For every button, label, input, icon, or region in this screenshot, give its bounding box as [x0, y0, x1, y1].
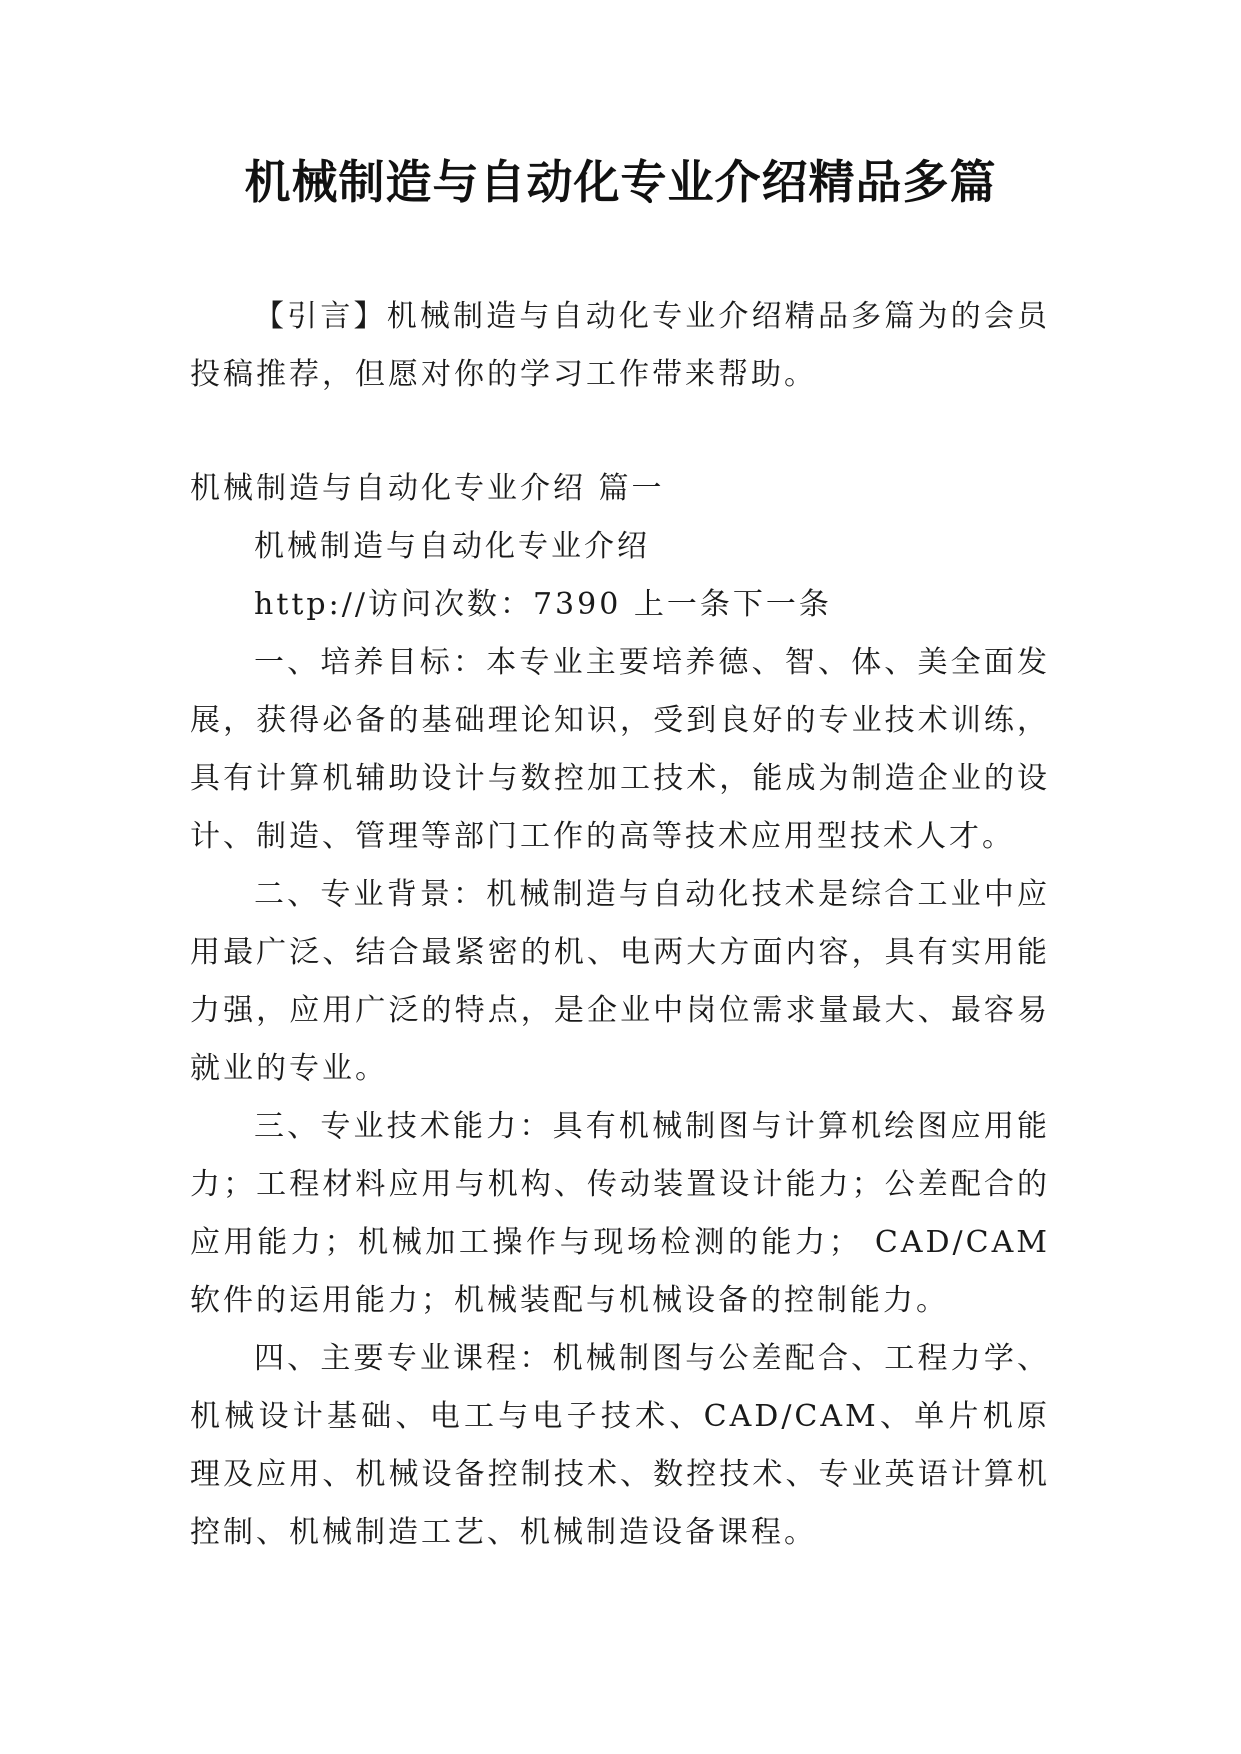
- intro-block: [190, 288, 1050, 404]
- paragraph-training-goals: 一、培养目标：本专业主要培养德、智、体、美全面发展，获得必备的基础理论知识，受到良好的专业技术训练，具有计算机辅助设计与数控加工技术，能成为制造企业的设计、制造、管理等部门工作的高等技术应用型技术人才。: [190, 645, 1050, 854]
- paragraph-main-courses: 四、主要专业课程：机械制图与公差配合、工程力学、机械设计基础、电工与电子技术、CAD/CAM、单片机原理及应用、机械设备控制技术、数控技术、专业英语计算机控制、机械制造工艺、机械制造设备课程。: [190, 1341, 1050, 1550]
- section-block: [190, 460, 1050, 1562]
- visits-line: http://访问次数：7390 上一条下一条: [254, 587, 832, 622]
- section-subheading: 机械制造与自动化专业介绍: [254, 529, 650, 564]
- intro-paragraph: 【引言】机械制造与自动化专业介绍精品多篇为的会员投稿推荐，但愿对你的学习工作带来帮助。: [190, 299, 1050, 392]
- paragraph-background: 二、专业背景：机械制造与自动化技术是综合工业中应用最广泛、结合最紧密的机、电两大方面内容，具有实用能力强，应用广泛的特点，是企业中岗位需求量最大、最容易就业的专业。: [190, 877, 1050, 1086]
- document-title: 机械制造与自动化专业介绍精品多篇: [244, 155, 997, 209]
- section-heading: 机械制造与自动化专业介绍 篇一: [190, 471, 665, 506]
- paragraph-technical-abilities: 三、专业技术能力：具有机械制图与计算机绘图应用能力；工程材料应用与机构、传动装置设计能力；公差配合的应用能力；机械加工操作与现场检测的能力； CAD/CAM软件的运用能力；机械装配与机械设备的控制能力。: [190, 1109, 1050, 1318]
